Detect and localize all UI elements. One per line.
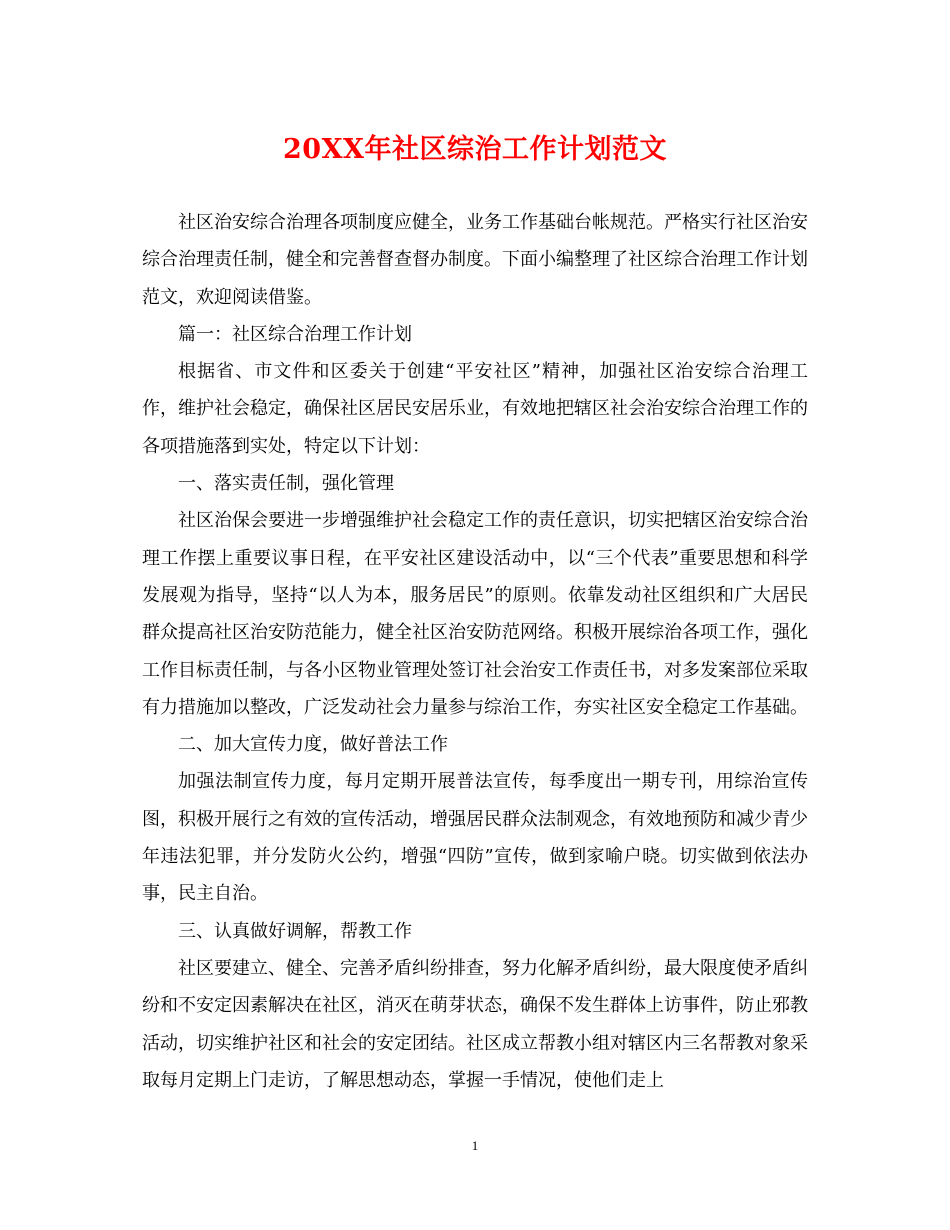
section-heading: 一、落实责任制，强化管理 <box>178 473 394 495</box>
document-body <box>142 204 808 1099</box>
paragraph: 社区治保会要进一步增强维护社会稳定工作的责任意识，切实把辖区治安综合治理工作摆上重要议事日程，在平安社区建设活动中，以“三个代表”重要思想和科学发展观为指导，坚持“以人为本，服务居民”的原则。依靠发动社区组织和广大居民群众提高社区治安防范能力，健全社区治安防范网络。积极开展综治各项工作，强化工作目标责任制，与各小区物业管理处签订社会治安工作责任书，对多发案部位采取有力措施加以整改，广泛发动社会力量参与综治工作，夯实社区安全稳定工作基础。 <box>142 510 808 718</box>
document-title: 20XX年社区综治工作计划范文 <box>283 134 667 165</box>
paragraph: 社区要建立、健全、完善矛盾纠纷排查，努力化解矛盾纠纷，最大限度使矛盾纠纷和不安定因素解决在社区，消灭在萌芽状态，确保不发生群体上访事件，防止邪教活动，切实维护社区和社会的安定团结。社区成立帮教小组对辖区内三名帮教对象采取每月定期上门走访，了解思想动态，掌握一手情况，使他们走上 <box>142 957 808 1091</box>
page-number: 1 <box>471 1138 479 1153</box>
section-heading: 三、认真做好调解，帮教工作 <box>178 920 412 942</box>
paragraph: 加强法制宣传力度，每月定期开展普法宣传，每季度出一期专刊，用综治宣传图，积极开展行之有效的宣传活动，增强居民群众法制观念，有效地预防和减少青少年违法犯罪，并分发防火公约，增强“四防”宣传，做到家喻户晓。切实做到依法办事，民主自治。 <box>142 771 808 905</box>
paragraph-intro: 社区治安综合治理各项制度应健全，业务工作基础台帐规范。严格实行社区治安综合治理责任制，健全和完善督查督办制度。下面小编整理了社区综合治理工作计划范文，欢迎阅读借鉴。 <box>142 212 808 308</box>
section-heading-part-one: 篇一：社区综合治理工作计划 <box>178 323 412 345</box>
paragraph: 根据省、市文件和区委关于创建“平安社区”精神，加强社区治安综合治理工作，维护社会稳定，确保社区居民安居乐业，有效地把辖区社会治安综合治理工作的各项措施落到实处，特定以下计划： <box>142 361 808 457</box>
section-heading: 二、加大宣传力度，做好普法工作 <box>178 734 448 756</box>
